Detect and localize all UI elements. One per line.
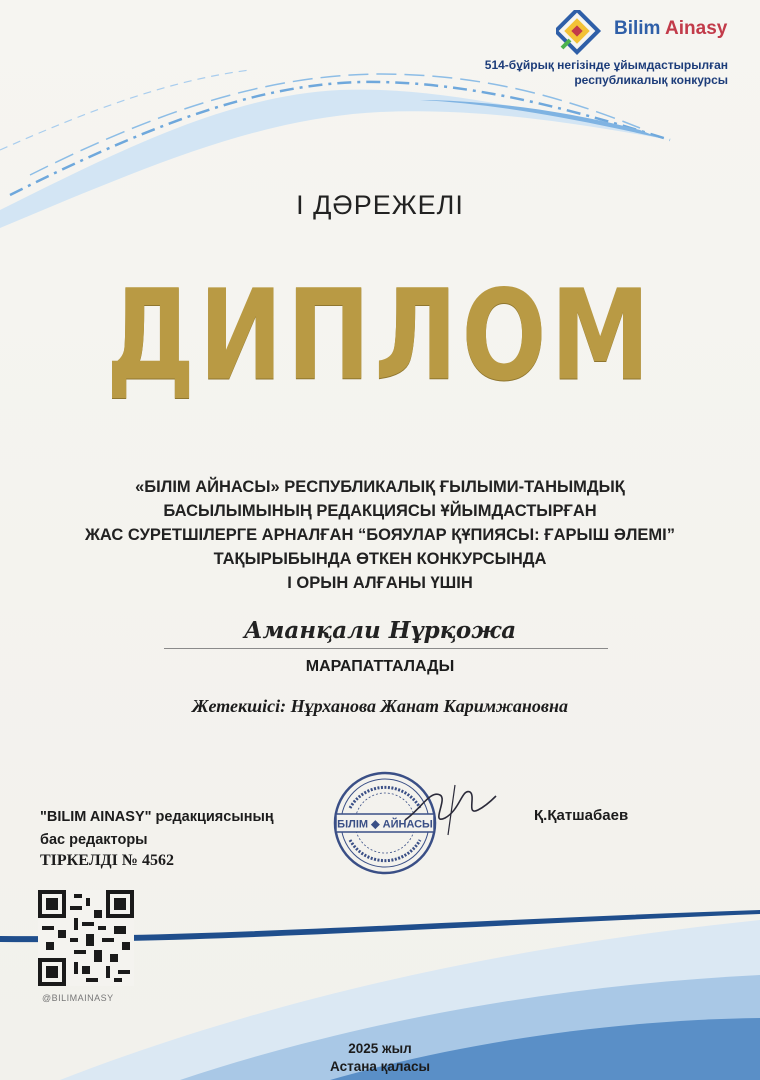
diploma-title: ДИПЛОМ — [105, 262, 655, 409]
signature-icon — [400, 780, 500, 840]
editor-line-1: "BILIM AINASY" редакциясының — [40, 809, 274, 825]
body-line: БАСЫЛЫМЫНЫҢ РЕДАКЦИЯСЫ ҰЙЫМДАСТЫРҒАН — [163, 502, 597, 520]
body-line: «БІЛІМ АЙНАСЫ» РЕСПУБЛИКАЛЫҚ ҒЫЛЫМИ-ТАНЫМДЫҚ — [135, 478, 625, 496]
city-label: Астана қаласы — [330, 1059, 430, 1074]
social-handle: @BILIMAINASY — [42, 993, 114, 1003]
award-description — [60, 475, 700, 595]
logo-word-bilim: Bilim — [614, 18, 661, 39]
logo-word-ainasy: Ainasy — [665, 18, 728, 39]
logo-wordmark — [614, 18, 727, 40]
subtitle-line-2: республикалық конкурсы — [574, 73, 728, 87]
signer-name: Қ.Қатшабаев — [534, 807, 629, 824]
body-line: I ОРЫН АЛҒАНЫ ҮШІН — [287, 574, 473, 592]
recipient-name: Аманқали Нұрқожа — [243, 617, 517, 644]
name-underline — [164, 648, 608, 649]
stamp-text: БІЛІМ ◆ АЙНАСЫ — [337, 818, 433, 831]
editor-title — [40, 806, 274, 852]
date-place — [0, 1040, 760, 1076]
qr-code-icon — [38, 890, 134, 986]
contest-subtitle — [485, 58, 728, 88]
year-label: 2025 жыл — [348, 1041, 412, 1056]
subtitle-line-1: 514-бұйрық негізінде ұйымдастырылған — [484, 58, 728, 72]
editor-line-2: бас редакторы — [40, 832, 148, 848]
awarded-label: МАРАПАТТАЛАДЫ — [305, 658, 455, 675]
registration-number: ТІРКЕЛДІ № 4562 — [40, 852, 174, 869]
body-line: ТАҚЫРЫБЫНДА ӨТКЕН КОНКУРСЫНДА — [213, 550, 547, 568]
body-line: ЖАС СУРЕТШІЛЕРГЕ АРНАЛҒАН “БОЯУЛАР ҚҰПИЯСЫ: ҒАРЫШ ӘЛЕМІ” — [85, 526, 675, 544]
supervisor-line: Жетекшісі: Нұрханова Жанат Каримжановна — [192, 696, 568, 716]
bilim-ainasy-logo-icon — [556, 10, 602, 56]
degree-label: I ДӘРЕЖЕЛІ — [296, 190, 464, 220]
